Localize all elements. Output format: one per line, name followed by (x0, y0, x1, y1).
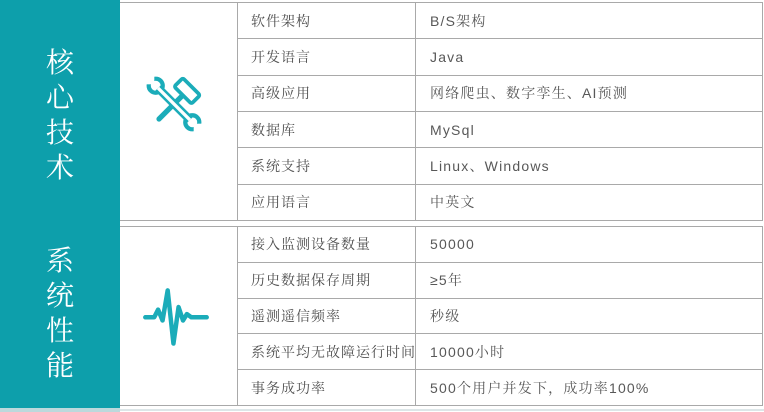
row-value: 秒级 (430, 307, 461, 324)
row-value: 50000 (430, 236, 475, 253)
row-label: 高级应用 (238, 76, 416, 111)
sidebar (0, 0, 120, 408)
performance-table (120, 226, 763, 406)
sidebar-char: 心 (45, 82, 74, 113)
sidebar-label-core-tech (0, 45, 120, 185)
row-label: 事务成功率 (238, 370, 416, 405)
sidebar-char: 系 (45, 245, 74, 276)
core-tech-rows (238, 3, 762, 220)
performance-rows (238, 227, 762, 405)
row-label: 系统平均无故障运行时间 (238, 334, 416, 369)
sidebar-char: 性 (45, 315, 74, 346)
table-row (238, 147, 762, 183)
row-label: 软件架构 (238, 3, 416, 38)
row-value: 中英文 (430, 194, 476, 211)
row-label: 接入监测设备数量 (238, 227, 416, 262)
row-value: 10000小时 (430, 343, 506, 360)
sidebar-char: 能 (45, 350, 74, 381)
row-label: 数据库 (238, 112, 416, 147)
bottom-edge-line (120, 409, 764, 411)
row-value: B/S架构 (430, 12, 487, 29)
sidebar-fade (0, 408, 120, 412)
row-value: 网络爬虫、数字孪生、AI预测 (430, 85, 629, 102)
row-label: 历史数据保存周期 (238, 263, 416, 298)
table-row (238, 75, 762, 111)
core-tech-icon-cell (120, 3, 238, 220)
table-row (238, 38, 762, 74)
row-label: 应用语言 (238, 185, 416, 220)
sidebar-char: 统 (45, 280, 74, 311)
core-tech-table (120, 2, 763, 221)
row-value: 500个用户并发下，成功率100% (430, 379, 650, 396)
row-label: 遥测遥信频率 (238, 299, 416, 334)
tools-icon (143, 74, 205, 134)
row-label: 开发语言 (238, 39, 416, 74)
row-value: ≥5年 (430, 272, 464, 289)
performance-icon-cell (120, 227, 238, 405)
table-row (238, 262, 762, 298)
table-row (238, 298, 762, 334)
sidebar-char: 核 (45, 47, 74, 78)
table-row (238, 227, 762, 262)
table-row (238, 369, 762, 405)
sidebar-char: 技 (45, 117, 74, 148)
table-row (238, 184, 762, 220)
row-value: Java (430, 48, 465, 65)
table-row (238, 3, 762, 38)
table-row (238, 111, 762, 147)
table-row (238, 333, 762, 369)
row-value: Linux、Windows (430, 157, 550, 174)
sidebar-label-performance (0, 243, 120, 383)
pulse-icon (142, 284, 210, 348)
sidebar-char: 术 (45, 152, 74, 183)
row-value: MySql (430, 121, 475, 138)
row-label: 系统支持 (238, 148, 416, 183)
